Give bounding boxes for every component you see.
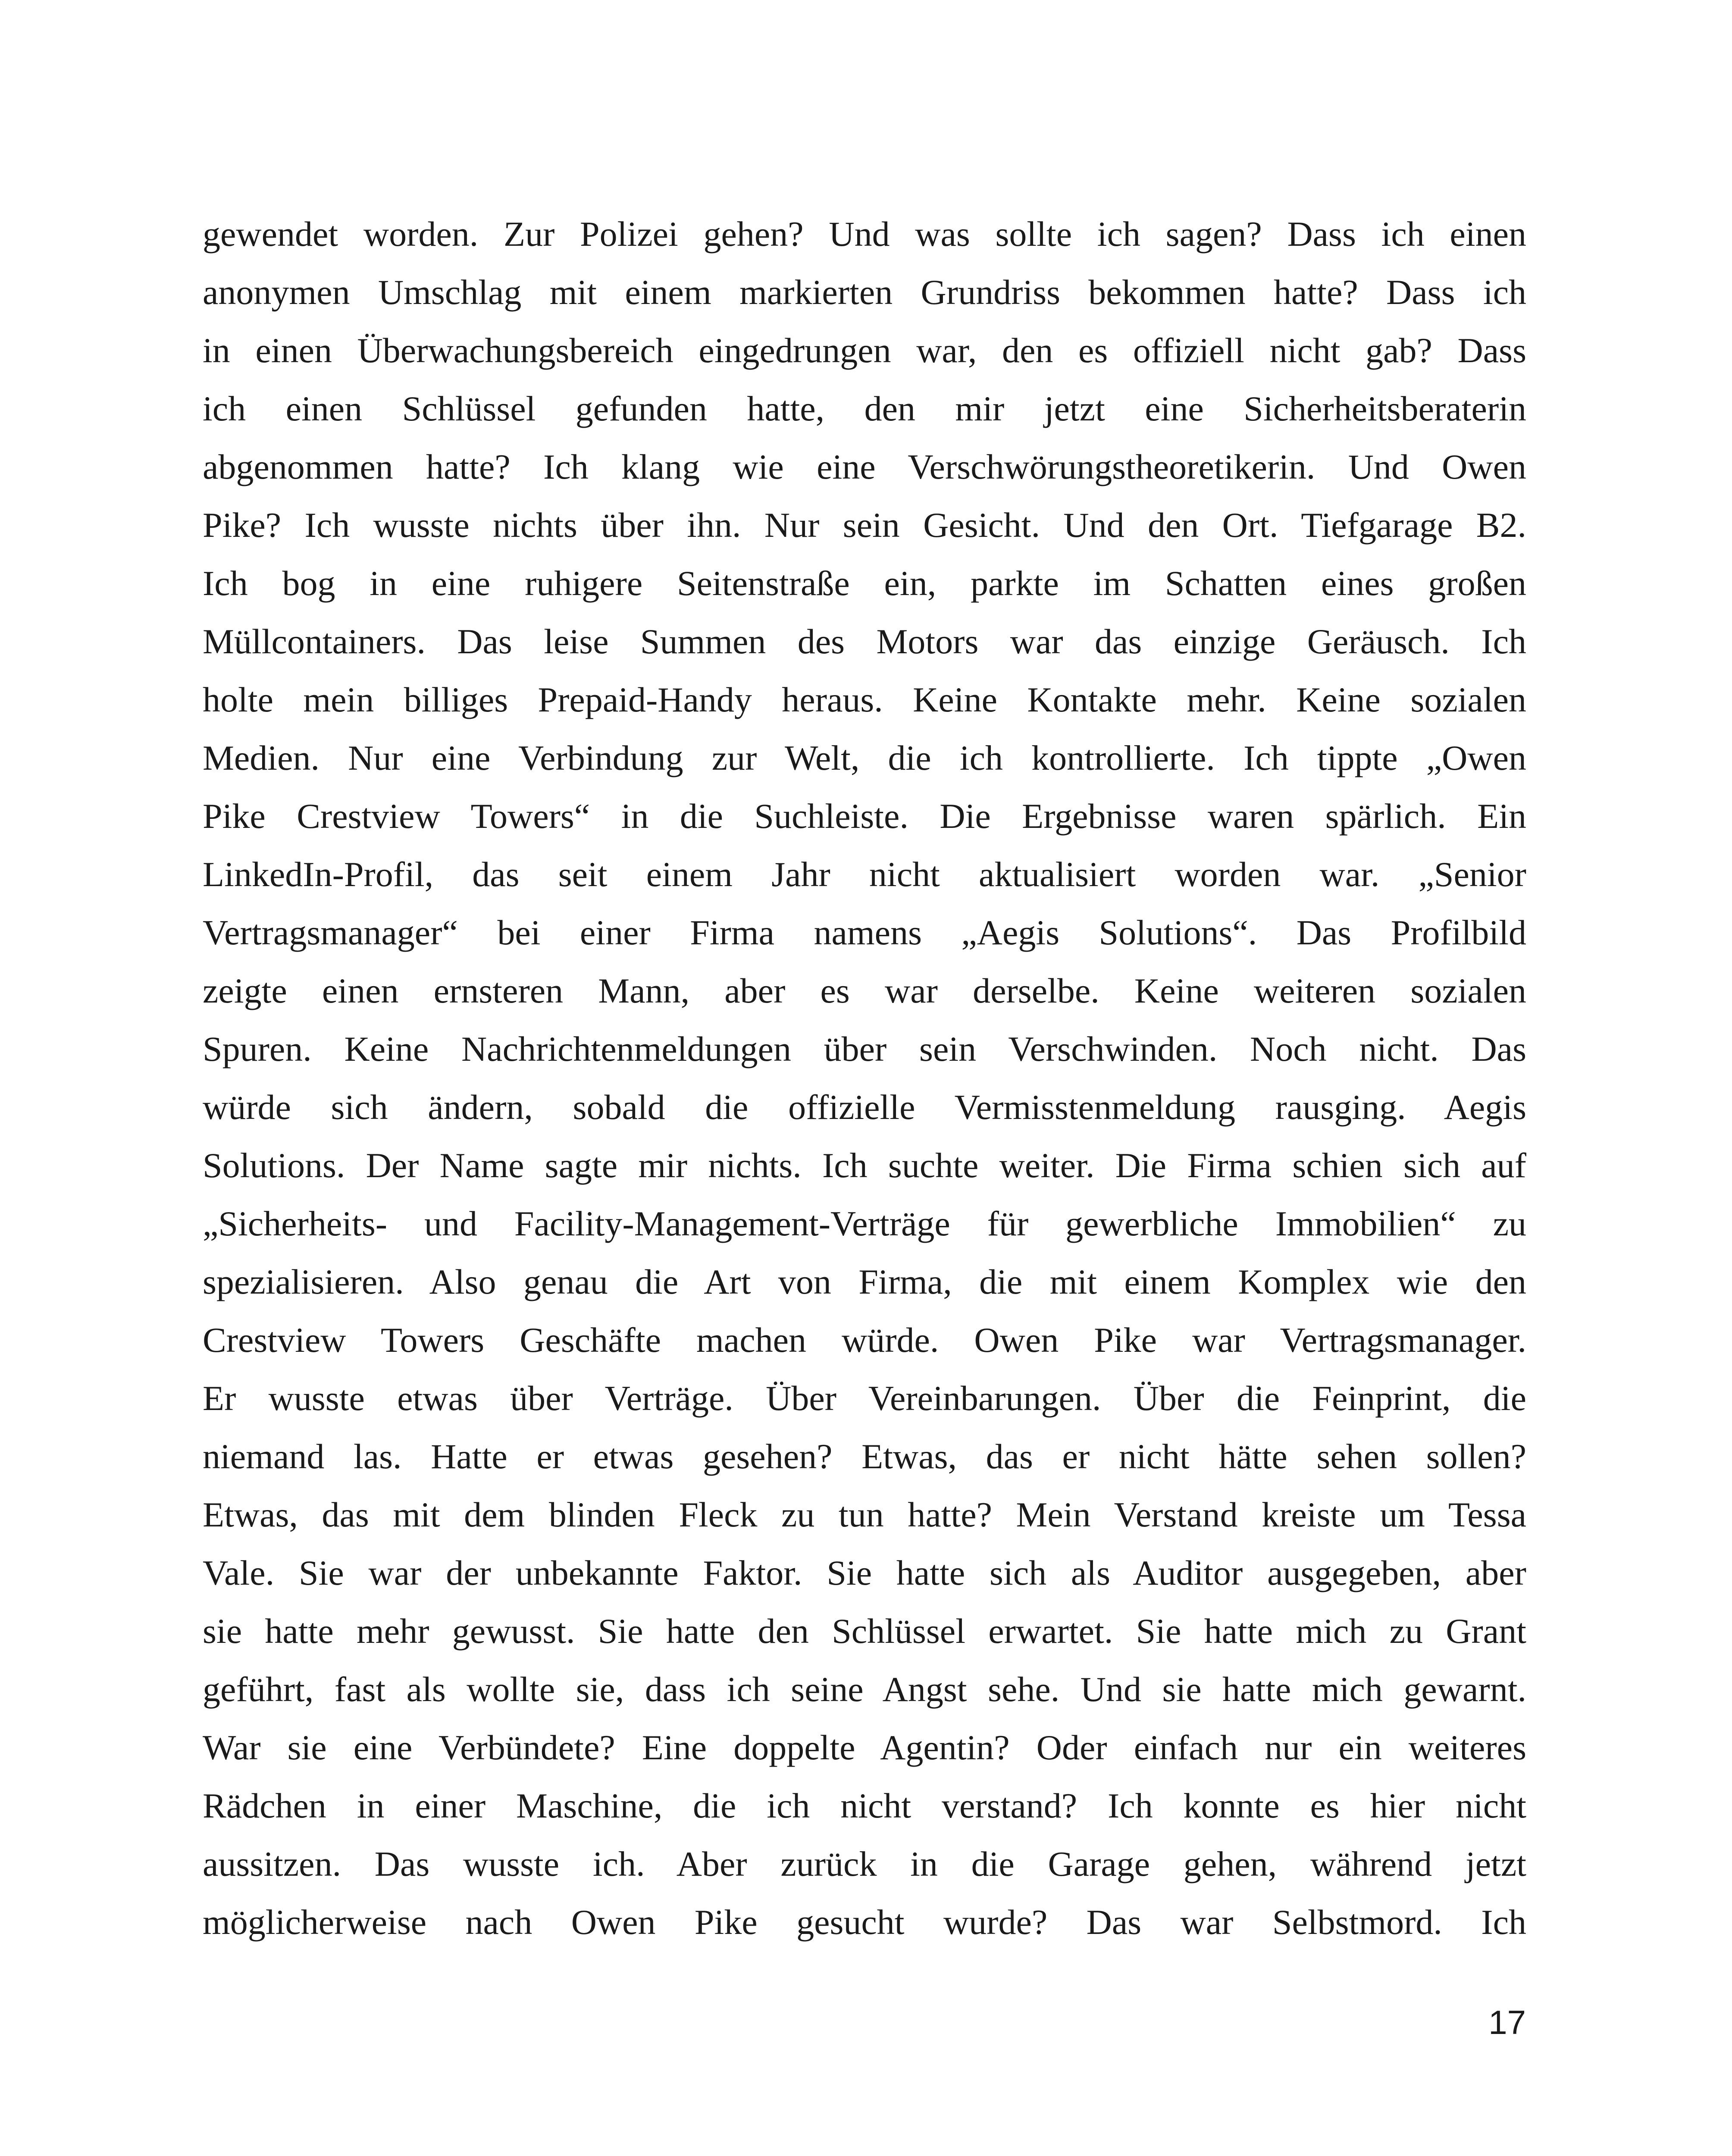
text-line: würde sich ändern, sobald die offizielle Vermisstenmeldung rausging. Aegis	[203, 1087, 1526, 1127]
text-line: anonymen Umschlag mit einem markierten Grundriss bekommen hatte? Dass ich	[203, 273, 1526, 312]
text-line: Rädchen in einer Maschine, die ich nicht verstand? Ich konnte es hier nicht	[203, 1786, 1526, 1825]
body-text	[203, 205, 1526, 1951]
text-line: Crestview Towers Geschäfte machen würde. Owen Pike war Vertragsmanager.	[203, 1320, 1526, 1360]
text-line: zeigte einen ernsteren Mann, aber es war derselbe. Keine weiteren sozialen	[203, 971, 1526, 1010]
text-line: LinkedIn-Profil, das seit einem Jahr nicht aktualisiert worden war. „Senior	[203, 855, 1526, 894]
text-line: „Sicherheits- und Facility-Management-Verträge für gewerbliche Immobilien“ zu	[203, 1204, 1526, 1243]
text-line: niemand las. Hatte er etwas gesehen? Etwas, das er nicht hätte sehen sollen?	[203, 1437, 1526, 1476]
text-line: Er wusste etwas über Verträge. Über Vereinbarungen. Über die Feinprint, die	[203, 1379, 1526, 1418]
text-line: aussitzen. Das wusste ich. Aber zurück in die Garage gehen, während jetzt	[203, 1844, 1526, 1883]
text-line: gewendet worden. Zur Polizei gehen? Und was sollte ich sagen? Dass ich einen	[203, 214, 1526, 254]
text-line: spezialisieren. Also genau die Art von Firma, die mit einem Komplex wie den	[203, 1262, 1526, 1301]
text-line: ich einen Schlüssel gefunden hatte, den mir jetzt eine Sicherheitsberaterin	[203, 389, 1526, 428]
text-line: Ich bog in eine ruhigere Seitenstraße ein, parkte im Schatten eines großen	[203, 564, 1526, 603]
text-line: War sie eine Verbündete? Eine doppelte Agentin? Oder einfach nur ein weiteres	[203, 1728, 1526, 1767]
text-line: geführt, fast als wollte sie, dass ich seine Angst sehe. Und sie hatte mich gewarnt.	[203, 1670, 1526, 1709]
text-line: sie hatte mehr gewusst. Sie hatte den Schlüssel erwartet. Sie hatte mich zu Grant	[203, 1611, 1526, 1651]
text-line: abgenommen hatte? Ich klang wie eine Verschwörungstheoretikerin. Und Owen	[203, 447, 1526, 486]
text-line: in einen Überwachungsbereich eingedrungen war, den es offiziell nicht gab? Dass	[203, 331, 1526, 370]
text-line: Solutions. Der Name sagte mir nichts. Ich suchte weiter. Die Firma schien sich auf	[203, 1146, 1526, 1185]
text-line: Müllcontainers. Das leise Summen des Motors war das einzige Geräusch. Ich	[203, 622, 1526, 661]
text-line: Spuren. Keine Nachrichtenmeldungen über sein Verschwinden. Noch nicht. Das	[203, 1029, 1526, 1069]
text-line: Pike? Ich wusste nichts über ihn. Nur sein Gesicht. Und den Ort. Tiefgarage B2.	[203, 505, 1526, 545]
text-line: möglicherweise nach Owen Pike gesucht wurde? Das war Selbstmord. Ich	[203, 1902, 1526, 1942]
text-line: Vertragsmanager“ bei einer Firma namens „Aegis Solutions“. Das Profilbild	[203, 913, 1526, 952]
text-line: holte mein billiges Prepaid-Handy heraus. Keine Kontakte mehr. Keine sozialen	[203, 680, 1526, 719]
text-line: Medien. Nur eine Verbindung zur Welt, die ich kontrollierte. Ich tippte „Owen	[203, 738, 1526, 777]
page-number: 17	[1488, 2003, 1526, 2041]
text-line: Etwas, das mit dem blinden Fleck zu tun hatte? Mein Verstand kreiste um Tessa	[203, 1495, 1526, 1534]
text-line: Vale. Sie war der unbekannte Faktor. Sie hatte sich als Auditor ausgegeben, aber	[203, 1553, 1526, 1592]
text-line: Pike Crestview Towers“ in die Suchleiste. Die Ergebnisse waren spärlich. Ein	[203, 796, 1526, 836]
